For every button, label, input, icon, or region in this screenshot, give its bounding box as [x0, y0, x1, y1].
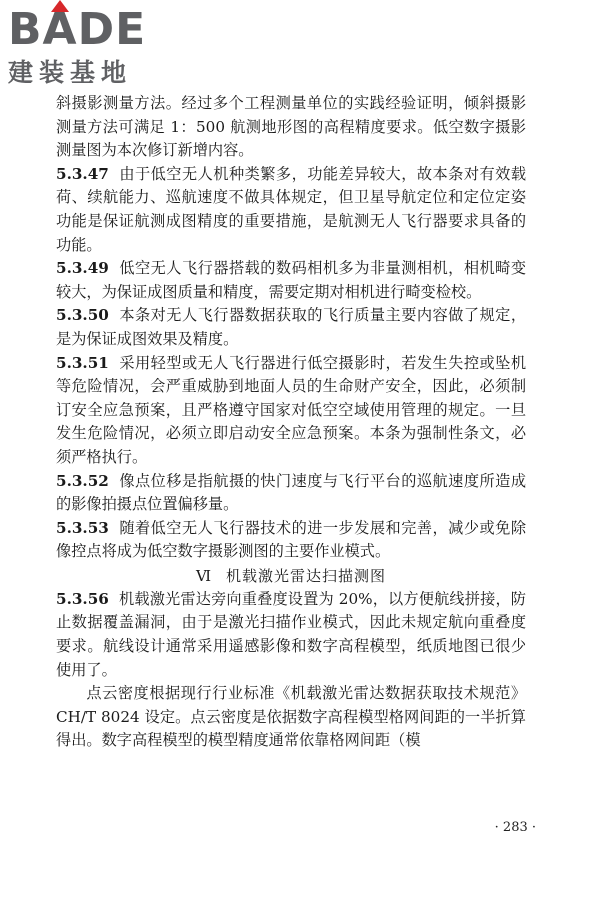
logo-letters-de: DE [77, 4, 147, 55]
clause-5-3-52 [56, 470, 526, 517]
clause-5-3-56 [56, 588, 526, 682]
paragraph-continuation: 斜摄影测量方法。经过多个工程测量单位的实践经验证明，倾斜摄影测量方法可满足 1：500 航测地形图的高程精度要求。低空数字摄影测量图为本次修订新增内容。 [56, 94, 526, 160]
clause-text: 本条对无人飞行器数据获取的飞行质量主要内容做了规定，是为保证成图效果及精度。 [56, 306, 526, 348]
clause-text: 由于低空无人机种类繁多，功能差异较大，故本条对有效载荷、续航能力、巡航速度不做具体规定，但卫星导航定位和定位定姿功能是保证航测成图精度的重要措施，是航测无人飞行器要求具备的功能。 [56, 164, 526, 254]
clause-5-3-51 [56, 352, 526, 470]
logo [8, 6, 178, 88]
clause-5-3-47 [56, 163, 526, 257]
page-body [56, 92, 526, 753]
clause-5-3-49 [56, 257, 526, 304]
clause-number: 5.3.53 [56, 518, 109, 537]
clause-text: 机载激光雷达旁向重叠度设置为 20%，以方便航线拼接，防止数据覆盖漏洞，由于是激光扫描作业模式，因此未规定航向重叠度要求。航线设计通常采用遥感影像和数字高程模型，纸质地图已很少使用了。 [56, 589, 526, 679]
clause-text: 采用轻型或无人飞行器进行低空摄影时，若发生失控或坠机等危险情况，会严重威胁到地面人员的生命财产安全，因此，必须制订安全应急预案，且严格遵守国家对低空空域使用管理的规定。一旦发生危险情况，必须立即启动安全应急预案。本条为强制性条文，必须严格执行。 [56, 353, 526, 466]
clause-number: 5.3.49 [56, 259, 109, 278]
clause-5-3-53 [56, 517, 526, 564]
logo-subtitle: 建装基地 [8, 58, 133, 87]
logo-letter-a: A [43, 6, 78, 54]
clause-5-3-50 [56, 304, 526, 351]
clause-text: 低空无人飞行器搭载的数码相机多为非量测相机，相机畸变较大，为保证成图质量和精度，需要定期对相机进行畸变检校。 [56, 259, 526, 301]
clause-number: 5.3.56 [56, 589, 109, 608]
paragraph-point-cloud: 点云密度根据现行行业标准《机载激光雷达数据获取技术规范》CH/T 8024 设定。点云密度是依据数字高程模型格网间距的一半折算得出。数字高程模型的模型精度通常依靠格网间距（模 [56, 684, 526, 750]
section-heading [56, 564, 526, 588]
section-number: Ⅵ [195, 566, 213, 585]
section-title: 机载激光雷达扫描测图 [226, 566, 387, 585]
clause-number: 5.3.47 [56, 164, 109, 183]
clause-text: 像点位移是指航摄的快门速度与飞行平台的巡航速度所造成的影像拍摄点位置偏移量。 [56, 471, 526, 514]
logo-letter-b: B [8, 4, 43, 55]
clause-number: 5.3.51 [56, 353, 109, 372]
clause-text: 随着低空无人飞行器技术的进一步发展和完善，减少或免除像控点将成为低空数字摄影测图的主要作业模式。 [56, 518, 526, 561]
clause-number: 5.3.50 [56, 306, 109, 325]
logo-red-triangle-icon [51, 0, 69, 12]
clause-number: 5.3.52 [56, 471, 109, 490]
page-number: · 283 · [494, 820, 536, 835]
